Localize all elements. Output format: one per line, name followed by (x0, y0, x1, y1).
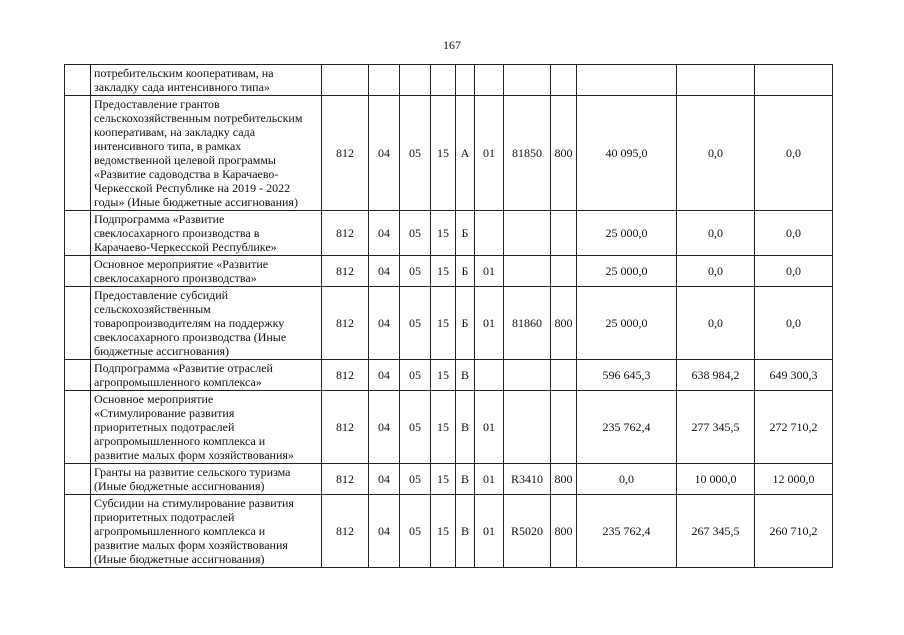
subprogram-code: Б (456, 256, 475, 287)
table-row (65, 256, 833, 287)
expense-direction-code: R3410 (504, 464, 551, 495)
expense-type-code (551, 211, 577, 256)
item-name: Предоставление субсидий сельскохозяйственным товаропроизводителям на поддержку свеклосахарного производства (Иные бюджетные ассигнования) (94, 288, 287, 358)
amount-year-2: 0,0 (677, 256, 755, 287)
expense-direction-code: 81860 (504, 287, 551, 360)
item-name-cell (91, 256, 322, 287)
amount-year-1: 235 762,4 (577, 391, 677, 464)
item-name-cell (91, 360, 322, 391)
subprogram-code: В (456, 495, 475, 568)
item-name-cell (91, 96, 322, 211)
expense-direction-code: R5020 (504, 495, 551, 568)
program-code: 15 (431, 464, 456, 495)
item-name-cell (91, 495, 322, 568)
item-name: Основное мероприятие «Стимулирование развития приоритетных подотраслей агропромышленного комплекса и развитие малых форм хозяйствования» (94, 392, 294, 462)
amount-year-1: 40 095,0 (577, 96, 677, 211)
table-row (65, 464, 833, 495)
expense-direction-code: 81850 (504, 96, 551, 211)
section-code: 04 (369, 211, 400, 256)
ministry-code (322, 65, 369, 96)
expense-type-code (551, 65, 577, 96)
section-code: 04 (369, 256, 400, 287)
table-row (65, 495, 833, 568)
section-code: 04 (369, 464, 400, 495)
amount-year-2 (677, 65, 755, 96)
ministry-code: 812 (322, 391, 369, 464)
amount-year-1: 235 762,4 (577, 495, 677, 568)
ministry-code: 812 (322, 464, 369, 495)
activity-code: 01 (475, 495, 504, 568)
section-code (369, 65, 400, 96)
amount-year-3: 649 300,3 (755, 360, 833, 391)
amount-year-3: 0,0 (755, 287, 833, 360)
subprogram-code: А (456, 96, 475, 211)
activity-code: 01 (475, 391, 504, 464)
amount-year-1: 25 000,0 (577, 211, 677, 256)
item-name-cell (91, 391, 322, 464)
amount-year-3: 12 000,0 (755, 464, 833, 495)
subsection-code: 05 (400, 96, 431, 211)
table-row (65, 391, 833, 464)
page-number: 167 (443, 38, 461, 52)
activity-code: 01 (475, 96, 504, 211)
item-name: Подпрограмма «Развитие отраслей агропромышленного комплекса» (94, 361, 273, 389)
ministry-code: 812 (322, 287, 369, 360)
subsection-code: 05 (400, 464, 431, 495)
amount-year-3: 272 710,2 (755, 391, 833, 464)
budget-table (64, 64, 833, 568)
expense-type-code: 800 (551, 96, 577, 211)
section-code: 04 (369, 360, 400, 391)
expense-direction-code (504, 256, 551, 287)
program-code: 15 (431, 391, 456, 464)
activity-code: 01 (475, 287, 504, 360)
ministry-code: 812 (322, 211, 369, 256)
table-row (65, 211, 833, 256)
amount-year-1: 596 645,3 (577, 360, 677, 391)
subprogram-code (456, 65, 475, 96)
expense-type-code (551, 391, 577, 464)
subprogram-code: Б (456, 287, 475, 360)
amount-year-1 (577, 65, 677, 96)
subsection-code: 05 (400, 256, 431, 287)
item-name-cell (91, 65, 322, 96)
ministry-code: 812 (322, 360, 369, 391)
row-marker-cell (65, 391, 91, 464)
row-marker-cell (65, 211, 91, 256)
subsection-code: 05 (400, 391, 431, 464)
row-marker-cell (65, 96, 91, 211)
item-name: Основное мероприятие «Развитие свеклосахарного производства» (94, 257, 269, 285)
ministry-code: 812 (322, 96, 369, 211)
expense-type-code: 800 (551, 287, 577, 360)
subprogram-code: В (456, 464, 475, 495)
program-code: 15 (431, 211, 456, 256)
table-row (65, 287, 833, 360)
amount-year-1: 25 000,0 (577, 287, 677, 360)
activity-code (475, 211, 504, 256)
subprogram-code: В (456, 391, 475, 464)
amount-year-2: 638 984,2 (677, 360, 755, 391)
row-marker-cell (65, 360, 91, 391)
table-row (65, 96, 833, 211)
amount-year-2: 10 000,0 (677, 464, 755, 495)
program-code: 15 (431, 256, 456, 287)
expense-direction-code (504, 391, 551, 464)
item-name-cell (91, 211, 322, 256)
amount-year-2: 267 345,5 (677, 495, 755, 568)
item-name: Субсидии на стимулирование развития приоритетных подотраслей агропромышленного комплекса и развитие малых форм хозяйствования (Иные бюджетные ассигнования) (94, 496, 294, 566)
expense-type-code: 800 (551, 464, 577, 495)
subprogram-code: В (456, 360, 475, 391)
subsection-code: 05 (400, 360, 431, 391)
amount-year-3: 0,0 (755, 96, 833, 211)
expense-direction-code (504, 65, 551, 96)
amount-year-1: 25 000,0 (577, 256, 677, 287)
activity-code (475, 360, 504, 391)
row-marker-cell (65, 256, 91, 287)
item-name: потребительским кооперативам, на закладку сада интенсивного типа» (94, 66, 274, 94)
activity-code: 01 (475, 464, 504, 495)
section-code: 04 (369, 495, 400, 568)
section-code: 04 (369, 287, 400, 360)
item-name: Предоставление грантов сельскохозяйственным потребительским кооперативам, на закладку сада интенсивного типа, в рамках ведомственной целевой программы «Развитие садоводства в Карачаево- Черкесской Республике на 2019 - 2022 годы» (Иные бюджетные ассигнования) (94, 97, 303, 209)
subsection-code: 05 (400, 495, 431, 568)
activity-code (475, 65, 504, 96)
program-code (431, 65, 456, 96)
row-marker-cell (65, 464, 91, 495)
amount-year-2: 0,0 (677, 287, 755, 360)
ministry-code: 812 (322, 495, 369, 568)
table-row (65, 65, 833, 96)
item-name-cell (91, 464, 322, 495)
expense-type-code (551, 360, 577, 391)
row-marker-cell (65, 65, 91, 96)
amount-year-3: 0,0 (755, 256, 833, 287)
expense-direction-code (504, 211, 551, 256)
section-code: 04 (369, 96, 400, 211)
amount-year-3: 0,0 (755, 211, 833, 256)
section-code: 04 (369, 391, 400, 464)
program-code: 15 (431, 96, 456, 211)
amount-year-1: 0,0 (577, 464, 677, 495)
program-code: 15 (431, 495, 456, 568)
item-name: Подпрограмма «Развитие свеклосахарного производства в Карачаево-Черкесской Республике» (94, 212, 277, 254)
amount-year-2: 0,0 (677, 211, 755, 256)
amount-year-3: 260 710,2 (755, 495, 833, 568)
amount-year-2: 277 345,5 (677, 391, 755, 464)
ministry-code: 812 (322, 256, 369, 287)
table-row (65, 360, 833, 391)
row-marker-cell (65, 287, 91, 360)
subsection-code: 05 (400, 287, 431, 360)
program-code: 15 (431, 360, 456, 391)
activity-code: 01 (475, 256, 504, 287)
amount-year-3 (755, 65, 833, 96)
expense-direction-code (504, 360, 551, 391)
expense-type-code: 800 (551, 495, 577, 568)
expense-type-code (551, 256, 577, 287)
program-code: 15 (431, 287, 456, 360)
subsection-code (400, 65, 431, 96)
subsection-code: 05 (400, 211, 431, 256)
item-name-cell (91, 287, 322, 360)
subprogram-code: Б (456, 211, 475, 256)
item-name: Гранты на развитие сельского туризма (Иные бюджетные ассигнования) (94, 465, 291, 493)
row-marker-cell (65, 495, 91, 568)
amount-year-2: 0,0 (677, 96, 755, 211)
